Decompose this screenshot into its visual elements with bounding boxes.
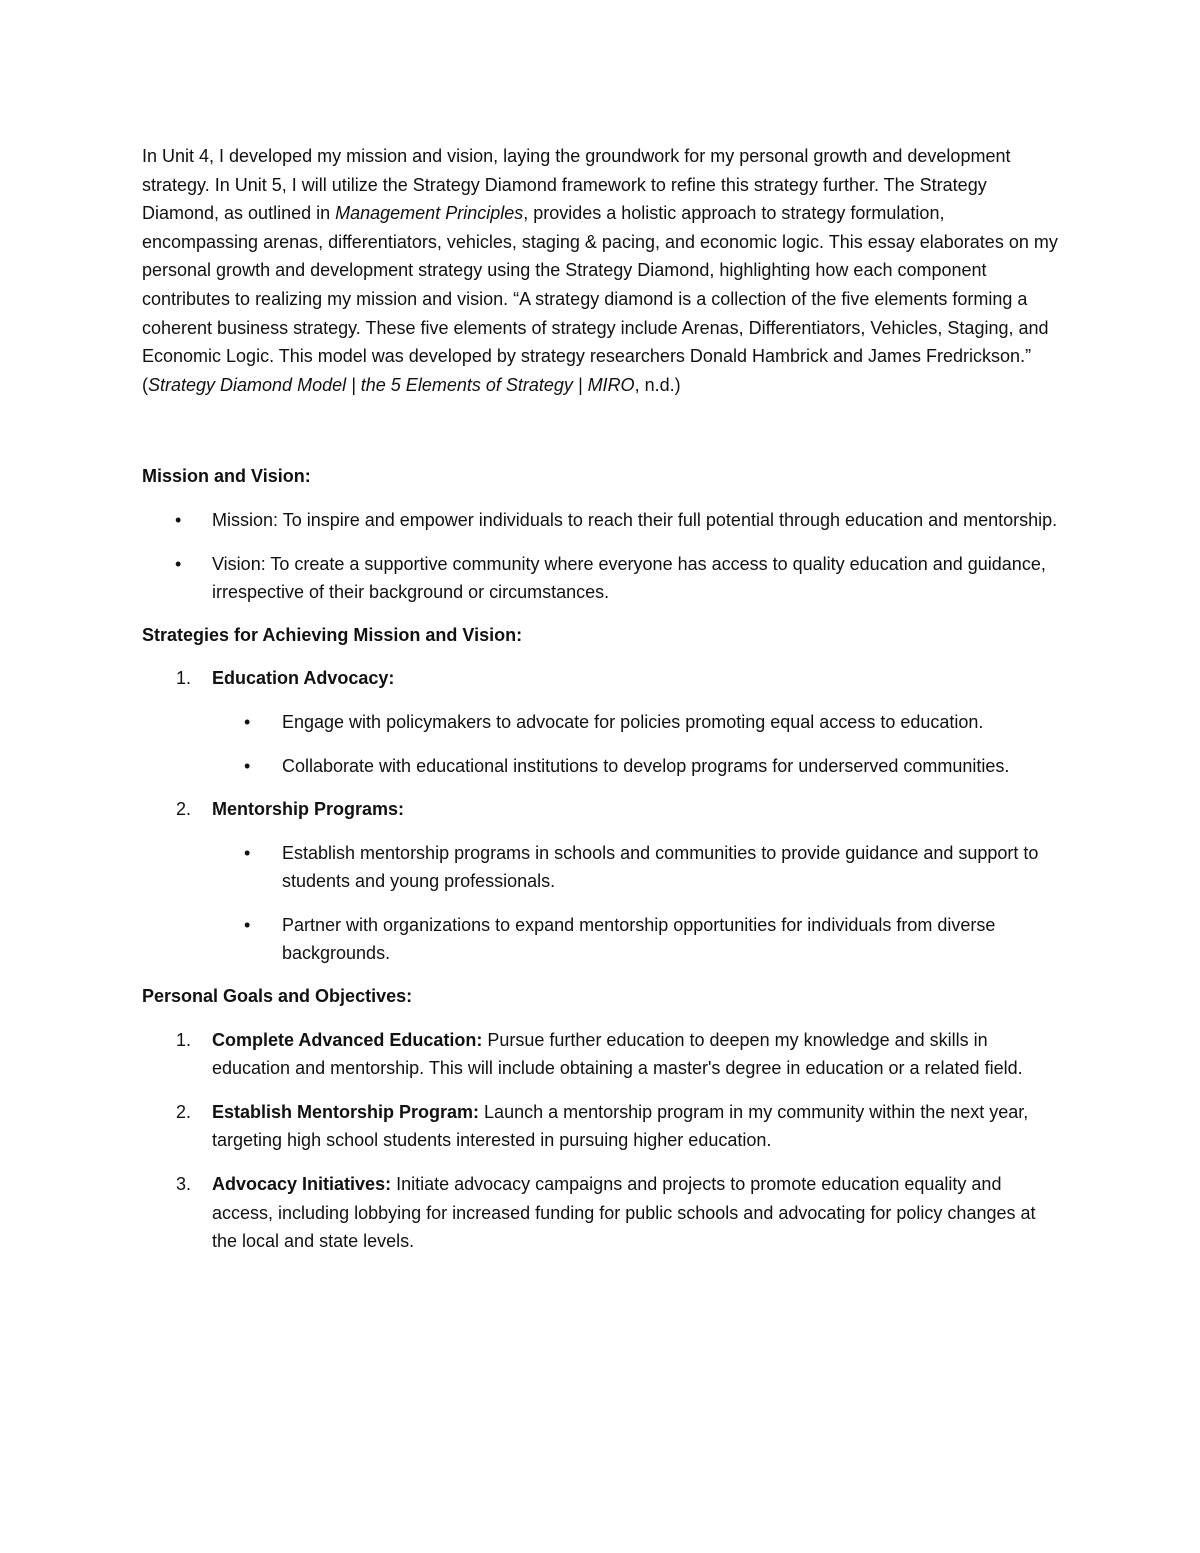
goal-title: Advocacy Initiatives: bbox=[212, 1174, 392, 1195]
goal-title: Complete Advanced Education: bbox=[212, 1029, 483, 1050]
bullet-icon: • bbox=[244, 711, 251, 732]
intro-paragraph bbox=[142, 142, 1062, 399]
intro-italic-2: Strategy Diamond Model | the 5 Elements of Strategy | MIRO bbox=[148, 374, 635, 395]
goals-heading: Personal Goals and Objectives: bbox=[142, 986, 413, 1007]
strategy-item bbox=[142, 664, 1062, 780]
list-item bbox=[212, 752, 1062, 781]
mission-list bbox=[142, 506, 1062, 607]
list-item bbox=[212, 708, 1062, 737]
strategy-sub-list bbox=[212, 708, 1062, 780]
sub-item-text: Collaborate with educational institutions to develop programs for underserved communities. bbox=[282, 755, 1010, 776]
list-item bbox=[142, 550, 1062, 607]
mission-heading: Mission and Vision: bbox=[142, 466, 311, 487]
bullet-icon: • bbox=[244, 914, 251, 935]
list-number: 3. bbox=[176, 1174, 192, 1195]
list-number: 1. bbox=[176, 668, 192, 689]
list-number: 2. bbox=[176, 799, 192, 820]
bullet-icon: • bbox=[175, 509, 182, 530]
list-item bbox=[212, 839, 1062, 896]
intro-text-3: , n.d.) bbox=[634, 374, 681, 395]
bullet-icon: • bbox=[244, 755, 251, 776]
intro-italic-1: Management Principles bbox=[335, 203, 524, 224]
goal-item bbox=[142, 1026, 1062, 1083]
strategy-title: Mentorship Programs: bbox=[212, 799, 405, 820]
goals-list bbox=[142, 1026, 1062, 1256]
list-number: 1. bbox=[176, 1029, 192, 1050]
goal-item bbox=[142, 1170, 1062, 1256]
intro-text-2: , provides a holistic approach to strategy formulation, encompassing arenas, differentiators, vehicles, staging & pacing, and economic logic. This essay elaborates on my personal growth and development strategy using the Strategy Diamond, highlighting how each component contributes to realizing my mission and vision. “A strategy diamond is a collection of the five elements forming a coherent business strategy. These five elements of strategy include Arenas, Differentiators, Vehicles, Staging, and Economic Logic. This model was developed by strategy researchers Donald Hambrick and James Fredrickson.” ( bbox=[142, 203, 1058, 395]
document-page bbox=[142, 142, 1062, 1256]
sub-item-text: Establish mentorship programs in schools and communities to provide guidance and support to students and young professionals. bbox=[282, 842, 1039, 892]
list-item bbox=[142, 506, 1062, 535]
strategies-list bbox=[142, 664, 1062, 968]
strategy-item bbox=[142, 795, 1062, 968]
bullet-icon: • bbox=[244, 842, 251, 863]
vision-item-text: Vision: To create a supportive community where everyone has access to quality education and guidance, irrespective of their background or circumstances. bbox=[212, 553, 1046, 603]
bullet-icon: • bbox=[175, 553, 182, 574]
sub-item-text: Partner with organizations to expand mentorship opportunities for individuals from diverse backgrounds. bbox=[282, 914, 996, 964]
list-number: 2. bbox=[176, 1101, 192, 1122]
goal-text: Launch a mentorship program in my community within the next year, targeting high school students interested in pursuing higher education. bbox=[212, 1101, 1029, 1151]
goal-text: Pursue further education to deepen my knowledge and skills in education and mentorship. This will include obtaining a master's degree in education or a related field. bbox=[212, 1029, 1023, 1079]
strategy-sub-list bbox=[212, 839, 1062, 968]
goal-title: Establish Mentorship Program: bbox=[212, 1101, 480, 1122]
goal-item bbox=[142, 1098, 1062, 1155]
mission-item-text: Mission: To inspire and empower individuals to reach their full potential through education and mentorship. bbox=[212, 509, 1058, 530]
goal-text: Initiate advocacy campaigns and projects to promote education equality and access, including lobbying for increased funding for public schools and advocating for policy changes at the local and state levels. bbox=[212, 1174, 1036, 1252]
intro-text-1: In Unit 4, I developed my mission and vision, laying the groundwork for my personal growth and development strategy. In Unit 5, I will utilize the Strategy Diamond framework to refine this strategy further. The Strategy Diamond, as outlined in bbox=[142, 146, 1011, 224]
sub-item-text: Engage with policymakers to advocate for policies promoting equal access to education. bbox=[282, 711, 984, 732]
list-item bbox=[212, 911, 1062, 968]
strategies-heading: Strategies for Achieving Mission and Vision: bbox=[142, 624, 523, 645]
strategy-title: Education Advocacy: bbox=[212, 668, 395, 689]
